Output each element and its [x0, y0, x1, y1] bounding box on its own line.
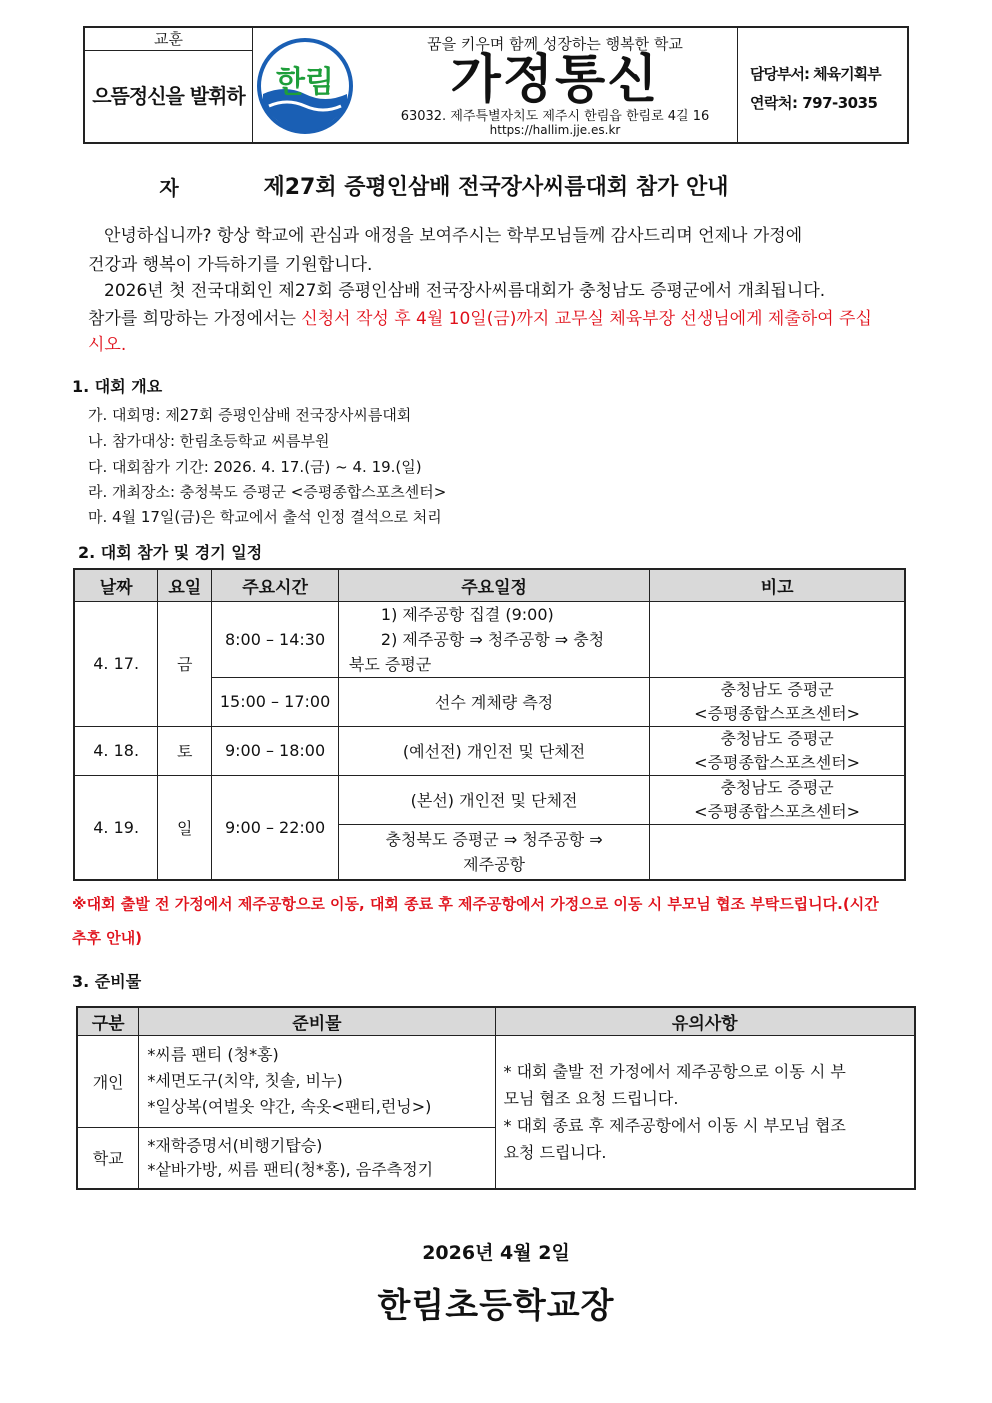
logo-emblem-icon — [255, 36, 355, 136]
schedule-line: 북도 증평군 — [348, 654, 432, 674]
cell-date: 4. 18. — [74, 726, 158, 775]
cell-note — [650, 601, 905, 677]
contact-box — [737, 28, 909, 142]
school-logo — [255, 36, 355, 136]
cell-time: 8:00 – 14:30 — [212, 601, 339, 677]
note-line: * 대회 출발 전 가정에서 제주공항으로 이동 시 부 — [503, 1061, 846, 1081]
cell-note — [650, 775, 905, 824]
supplies-notes — [495, 1035, 915, 1189]
intro-text: 참가를 희망하는 가정에서는 — [88, 309, 302, 329]
overview-item: 다. 대회참가 기간: 2026. 4. 17.(금) ~ 4. 19.(일) — [88, 458, 422, 476]
table-header-row — [77, 1007, 915, 1035]
cell-schedule — [338, 601, 649, 677]
parent-notice-line-1: ※대회 출발 전 가정에서 제주공항으로 이동, 대회 종료 후 제주공항에서 가정으로 이동 시 부모님 협조 부탁드립니다.(시간 — [72, 895, 879, 913]
supplies-table — [76, 1006, 916, 1190]
school-url[interactable]: https://hallim.jje.es.kr — [489, 123, 621, 137]
overview-item: 나. 참가대상: 한림초등학교 씨름부원 — [88, 432, 330, 450]
intro-line-5: 시오. — [88, 335, 127, 355]
category-personal: 개인 — [77, 1035, 139, 1127]
overview-item: 마. 4월 17일(금)은 학교에서 출석 인정 결석으로 처리 — [88, 508, 442, 526]
cell-date: 4. 17. — [74, 601, 158, 726]
intro-line-2: 건강과 행복이 가득하기를 기원합니다. — [88, 255, 373, 275]
department: 담당부서: 체육기획부 — [750, 65, 881, 83]
table-row — [74, 601, 905, 677]
contact-phone: 연락처: 797-3035 — [750, 94, 878, 112]
cell-schedule: (본선) 개인전 및 단체전 — [338, 775, 649, 824]
section-3-heading: 3. 준비물 — [72, 972, 142, 991]
cell-date: 4. 19. — [74, 775, 158, 880]
overview-item: 가. 대회명: 제27회 증평인삼배 전국장사씨름대회 — [88, 406, 412, 424]
supply-item: *씨름 팬티 (청*홍) — [147, 1045, 279, 1064]
cell-note — [650, 677, 905, 726]
note-line: * 대회 종료 후 제주공항에서 이동 시 부모님 협조 — [503, 1115, 846, 1135]
motto-title: 교훈 — [85, 28, 252, 51]
logo-text: 한림 — [276, 65, 334, 100]
motto-text: 으뜸정신을 발휘하자 — [92, 84, 245, 200]
note-line: 모님 협조 요청 드립니다. — [503, 1088, 679, 1108]
school-address: 63032. 제주특별자치도 제주시 한림읍 한림로 4길 16 — [400, 109, 710, 124]
cell-time: 9:00 – 22:00 — [212, 775, 339, 880]
col-header: 주요시간 — [212, 569, 339, 601]
overview-item: 라. 개최장소: 충청북도 증평군 <증평종합스포츠센터> — [88, 483, 447, 501]
supply-item: *재학증명서(비행기탑승) — [147, 1135, 323, 1155]
cell-note — [650, 824, 905, 880]
schedule-line: 제주공항 — [463, 854, 525, 874]
table-row — [77, 1035, 915, 1127]
category-school: 학교 — [77, 1127, 139, 1189]
newsletter-title: 가정통신 — [450, 50, 660, 110]
cell-schedule — [338, 824, 649, 880]
table-row — [74, 775, 905, 824]
col-header: 요일 — [158, 569, 212, 601]
table-row — [74, 726, 905, 775]
col-header: 유의사항 — [495, 1007, 915, 1035]
document-title: 제27회 증평인삼배 전국장사씨름대회 참가 안내 — [263, 175, 729, 200]
schedule-line: 충청북도 증평군 ⇒ 청주공항 ⇒ — [385, 829, 603, 849]
cell-time: 15:00 – 17:00 — [212, 677, 339, 726]
cell-schedule: (예선전) 개인전 및 단체전 — [338, 726, 649, 775]
col-header: 날짜 — [74, 569, 158, 601]
supply-item: *샅바가방, 씨름 팬티(청*홍), 음주측정기 — [147, 1159, 434, 1179]
note-line: 요청 드립니다. — [503, 1142, 607, 1162]
header-center — [375, 28, 735, 142]
schedule-line: 2) 제주공항 ⇒ 청주공항 ⇒ 충청 — [380, 629, 605, 649]
intro-line-4 — [88, 305, 908, 334]
venue-line: <증평종합스포츠센터> — [694, 801, 861, 821]
cell-day: 토 — [158, 726, 212, 775]
supply-item: *세면도구(치약, 칫솔, 비누) — [147, 1071, 343, 1090]
col-header: 준비물 — [139, 1007, 495, 1035]
section-2-heading: 2. 대회 참가 및 경기 일정 — [78, 543, 263, 562]
intro-line-3: 2026년 첫 전국대회인 제27회 증평인삼배 전국장사씨름대회가 충청남도 증평군에서 개최됩니다. — [104, 281, 826, 301]
schedule-table — [73, 568, 906, 881]
principal-signature: 한림초등학교장 — [377, 1286, 615, 1326]
deadline-highlight: 신청서 작성 후 4월 10일(금)까지 교무실 체육부장 선생님에게 제출하여 주십 — [301, 309, 872, 329]
cell-day: 일 — [158, 775, 212, 880]
schedule-line: 1) 제주공항 집결 (9:00) — [380, 604, 554, 624]
school-supplies — [139, 1127, 495, 1189]
col-header: 구분 — [77, 1007, 139, 1035]
venue-line: 충청남도 증평군 — [720, 679, 834, 699]
col-header: 비고 — [650, 569, 905, 601]
motto-box — [85, 28, 253, 200]
cell-day: 금 — [158, 601, 212, 726]
venue-line: 충청남도 증평군 — [720, 777, 834, 797]
issue-date: 2026년 4월 2일 — [422, 1242, 570, 1264]
cell-time: 9:00 – 18:00 — [212, 726, 339, 775]
col-header: 주요일정 — [338, 569, 649, 601]
personal-supplies — [139, 1035, 495, 1127]
parent-notice-line-2: 추후 안내) — [72, 929, 143, 947]
section-1-heading: 1. 대회 개요 — [72, 377, 163, 396]
venue-line: 충청남도 증평군 — [720, 728, 834, 748]
venue-line: <증평종합스포츠센터> — [694, 752, 861, 772]
intro-line-1: 안녕하십니까? 항상 학교에 관심과 애정을 보여주시는 학부모님들께 감사드리며 언제나 가정에 — [104, 226, 803, 246]
table-header-row — [74, 569, 905, 601]
cell-note — [650, 726, 905, 775]
school-slogan: 꿈을 키우며 함께 성장하는 행복한 학교 — [427, 35, 683, 53]
supply-item: *일상복(여벌옷 약간, 속옷<팬티,런닝>) — [147, 1097, 432, 1116]
cell-schedule: 선수 계체량 측정 — [338, 677, 649, 726]
venue-line: <증평종합스포츠센터> — [694, 703, 861, 723]
